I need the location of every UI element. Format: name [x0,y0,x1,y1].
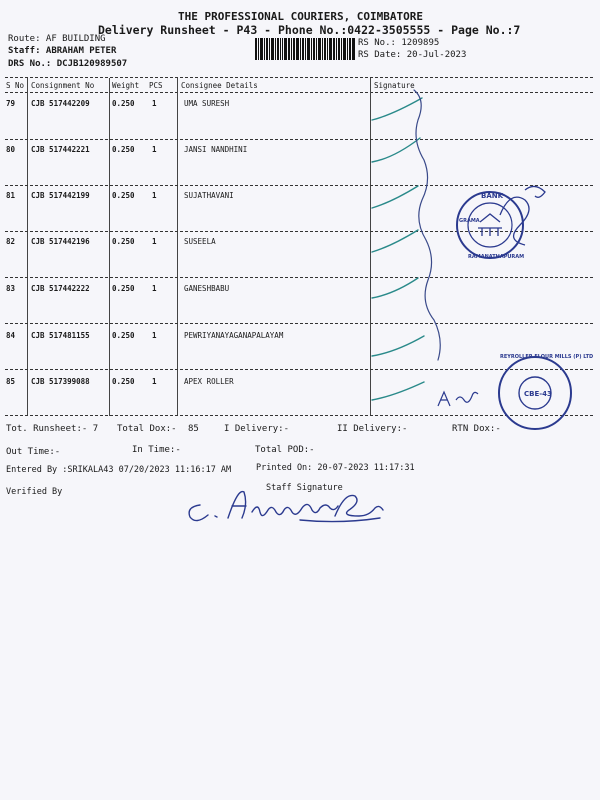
row-pcs: 1 [152,377,157,386]
flour-stamp-text: REYROLLER FLOUR MILLS (P) LTD [500,354,594,360]
bank-stamp [457,192,523,258]
row-consignee: APEX ROLLER [184,377,234,386]
route-label: Route: AF BUILDING [8,34,106,44]
entered-by: Entered By :SRIKALA43 07/20/2023 11:16:17 AM [6,465,232,475]
scribble-icon [414,90,440,360]
bank-stamp-text-top: BANK [481,192,504,200]
row-consignment: CJB 517442221 [31,145,90,154]
bank-stamp-text-bottom: RAMANATHAPURAM [468,254,525,260]
row-pcs: 1 [152,284,157,293]
rs-number: RS No.: 1209895 [358,38,440,48]
row-consignment: CJB 517442222 [31,284,90,293]
row-sno: 83 [6,284,16,293]
rs-date: RS Date: 20-Jul-2023 [358,50,467,60]
row-consignee: SUSEELA [184,237,216,246]
row-consignment: CJB 517442199 [31,191,90,200]
row-sno: 80 [6,145,16,154]
tick-mark-icon [372,336,424,356]
col-header-consignee: Consignee Details [181,81,258,90]
total-pod: Total POD:- [255,445,315,455]
in-time: In Time:- [132,445,181,455]
row-pcs: 1 [152,99,157,108]
row-sno: 84 [6,331,16,340]
drs-number: DRS No.: DCJB120989507 [8,59,128,69]
row-consignee: JANSI NANDHINI [184,145,248,154]
tick-mark-icon [372,278,418,298]
total-dox-value: 85 [188,424,199,434]
row-consignment: CJB 517399088 [31,377,90,386]
row-sno: 82 [6,237,16,246]
row-weight: 0.250 [112,99,135,108]
row-weight: 0.250 [112,331,135,340]
rtn-dox: RTN Dox:- [452,424,501,434]
col-header-signature: Signature [374,81,415,90]
col-header-pcs: PCS [149,81,163,90]
row-consignment: CJB 517442209 [31,99,90,108]
signature-scribble-icon [189,505,208,521]
row-consignment: CJB 517442196 [31,237,90,246]
row-weight: 0.250 [112,145,135,154]
initials-signature-icon [438,392,478,406]
row-consignment: CJB 517481155 [31,331,90,340]
row-sno: 85 [6,377,16,386]
verified-by: Verified By [6,487,63,497]
delivery-tick-marks [372,98,424,400]
tick-mark-icon [372,382,424,400]
total-dox-label: Total Dox:- [117,424,177,434]
col-header-weight: Weight [112,81,140,90]
row-pcs: 1 [152,237,157,246]
bank-stamp-text-left: GRAMA [459,218,480,224]
staff-signature [189,492,383,522]
row-weight: 0.250 [112,377,135,386]
flour-stamp-center: CBE-43 [524,390,552,398]
ii-delivery: II Delivery:- [337,424,408,434]
row-sno: 79 [6,99,16,108]
row-pcs: 1 [152,191,157,200]
row-consignee: UMA SURESH [184,99,230,108]
tot-runsheet: Tot. Runsheet:- 7 [6,424,99,434]
tick-mark-icon [372,230,418,252]
row-weight: 0.250 [112,191,135,200]
printed-on: Printed On: 20-07-2023 11:17:31 [256,463,415,473]
staff-label: Staff: ABRAHAM PETER [8,46,117,56]
out-time: Out Time:- [6,447,61,457]
row-weight: 0.250 [112,237,135,246]
runsheet-line: Delivery Runsheet - P43 - Phone No.:0422-3505555 - Page No.:7 [98,23,521,37]
row-sno: 81 [6,191,16,200]
row-pcs: 1 [152,145,157,154]
staff-signature-label: Staff Signature [266,483,343,493]
tick-mark-icon [372,98,422,120]
row-consignee: SUJATHAVANI [184,191,234,200]
row-consignee: GANESHBABU [184,284,230,293]
tick-mark-icon [372,186,418,208]
row-weight: 0.250 [112,284,135,293]
col-header-sno: S No [6,81,25,90]
col-header-consignment: Consignment No [31,81,95,90]
row-consignee: PEWRIYANAYAGANAPALAYAM [184,331,284,340]
row-pcs: 1 [152,331,157,340]
company-name: THE PROFESSIONAL COURIERS, COIMBATORE [178,10,424,23]
i-delivery: I Delivery:- [224,424,290,434]
vertical-sign-strokes [414,90,440,360]
signature-scribble-icon [525,186,545,197]
tick-mark-icon [372,138,420,162]
